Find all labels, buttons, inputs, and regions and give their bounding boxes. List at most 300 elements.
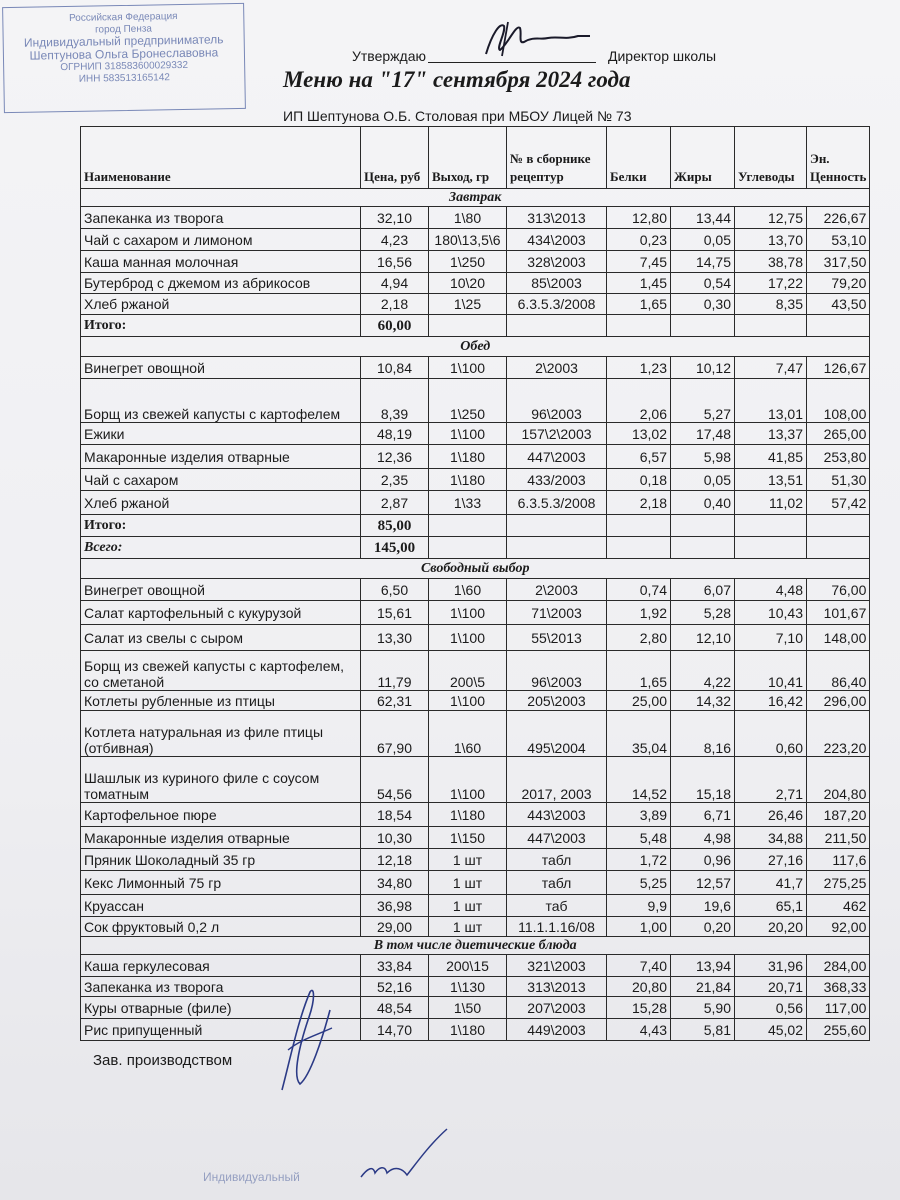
value-cell: 0,56 — [735, 997, 807, 1019]
section-header-row — [81, 559, 870, 579]
total-value: 85,00 — [361, 515, 429, 537]
value-cell: 3,89 — [607, 803, 671, 827]
value-cell: 19,6 — [671, 895, 735, 917]
dish-name-cell: Борщ из свежей капусты с картофелем, со сметаной — [81, 651, 361, 691]
value-cell: 13,30 — [361, 625, 429, 651]
value-cell: 284,00 — [807, 955, 870, 977]
value-cell: 55\2013 — [507, 625, 607, 651]
value-cell: 5,27 — [671, 379, 735, 423]
value-cell: 0,20 — [671, 917, 735, 937]
value-cell: 6,50 — [361, 579, 429, 601]
value-cell: 33,84 — [361, 955, 429, 977]
value-cell: 1\100 — [429, 691, 507, 711]
table-row — [81, 871, 870, 895]
value-cell: 7,10 — [735, 625, 807, 651]
value-cell: 5,81 — [671, 1019, 735, 1041]
value-cell: 328\2003 — [507, 251, 607, 273]
value-cell: 0,05 — [671, 229, 735, 251]
company-stamp — [2, 3, 246, 113]
value-cell: 20,80 — [607, 977, 671, 997]
page-subtitle: ИП Шептунова О.Б. Столовая при МБОУ Лицей № 73 — [283, 108, 632, 124]
value-cell: 15,61 — [361, 601, 429, 625]
table-row — [81, 294, 870, 315]
value-cell: 20,71 — [735, 977, 807, 997]
value-cell: 10,41 — [735, 651, 807, 691]
diet-rows — [81, 955, 870, 1041]
value-cell: 1\25 — [429, 294, 507, 315]
value-cell: 462 — [807, 895, 870, 917]
value-cell: 1\100 — [429, 625, 507, 651]
value-cell: 253,80 — [807, 445, 870, 469]
dish-name-cell: Картофельное пюре — [81, 803, 361, 827]
value-cell: 4,22 — [671, 651, 735, 691]
value-cell: 57,42 — [807, 491, 870, 515]
value-cell: 13,94 — [671, 955, 735, 977]
value-cell: 9,9 — [607, 895, 671, 917]
value-cell: 275,25 — [807, 871, 870, 895]
section-label: Свободный выбор — [81, 559, 870, 579]
value-cell: 321\2003 — [507, 955, 607, 977]
table-row — [81, 379, 870, 423]
value-cell: 2,18 — [361, 294, 429, 315]
stamp-line: ОГРНИП 318583600029332 — [60, 59, 189, 74]
value-cell: 53,10 — [807, 229, 870, 251]
dish-name-cell: Бутерброд с джемом из абрикосов — [81, 273, 361, 294]
total-row — [81, 515, 870, 537]
dish-name-cell: Салат картофельный с кукурузой — [81, 601, 361, 625]
table-row — [81, 827, 870, 849]
value-cell: 85\2003 — [507, 273, 607, 294]
value-cell: 16,56 — [361, 251, 429, 273]
value-cell: 41,7 — [735, 871, 807, 895]
value-cell: 148,00 — [807, 625, 870, 651]
value-cell: 495\2004 — [507, 711, 607, 757]
value-cell: 187,20 — [807, 803, 870, 827]
dish-name-cell: Рис припущенный — [81, 1019, 361, 1041]
section-header-row — [81, 337, 870, 357]
value-cell: 16,42 — [735, 691, 807, 711]
table-row — [81, 229, 870, 251]
dish-name-cell: Куры отварные (филе) — [81, 997, 361, 1019]
value-cell: 12,36 — [361, 445, 429, 469]
value-cell: 1\50 — [429, 997, 507, 1019]
value-cell: 18,54 — [361, 803, 429, 827]
value-cell: 7,47 — [735, 357, 807, 379]
value-cell: 4,94 — [361, 273, 429, 294]
table-row — [81, 1019, 870, 1041]
value-cell: 1\100 — [429, 757, 507, 803]
col-header: Выход, гр — [429, 127, 507, 189]
section-header-row — [81, 189, 870, 207]
section-header-row — [81, 937, 870, 955]
value-cell: 2,06 — [607, 379, 671, 423]
value-cell: 14,52 — [607, 757, 671, 803]
value-cell: 5,98 — [671, 445, 735, 469]
value-cell: 5,90 — [671, 997, 735, 1019]
value-cell: 1\60 — [429, 711, 507, 757]
stamp-line: Шептунова Ольга Бронеславовна — [29, 45, 219, 63]
value-cell: 31,96 — [735, 955, 807, 977]
value-cell: 2,80 — [607, 625, 671, 651]
value-cell: 34,80 — [361, 871, 429, 895]
value-cell: 41,85 — [735, 445, 807, 469]
dish-name-cell: Котлета натуральная из филе птицы (отбивная) — [81, 711, 361, 757]
value-cell: 433/2003 — [507, 469, 607, 491]
value-cell: 34,88 — [735, 827, 807, 849]
dish-name-cell: Ежики — [81, 423, 361, 445]
value-cell: 51,30 — [807, 469, 870, 491]
bottom-signature — [355, 1125, 465, 1195]
value-cell: 1\100 — [429, 423, 507, 445]
col-header: Жиры — [671, 127, 735, 189]
value-cell: 1 шт — [429, 917, 507, 937]
value-cell: 0,74 — [607, 579, 671, 601]
value-cell: 10,84 — [361, 357, 429, 379]
value-cell: 10,12 — [671, 357, 735, 379]
value-cell: 1\180 — [429, 469, 507, 491]
value-cell: 1\250 — [429, 379, 507, 423]
table-row — [81, 651, 870, 691]
total-label: Итого: — [81, 315, 361, 337]
value-cell: 207\2003 — [507, 997, 607, 1019]
value-cell: 20,20 — [735, 917, 807, 937]
dish-name-cell: Шашлык из куриного филе с соусом томатным — [81, 757, 361, 803]
value-cell: 45,02 — [735, 1019, 807, 1041]
value-cell: 96\2003 — [507, 379, 607, 423]
value-cell: 12,10 — [671, 625, 735, 651]
value-cell: 200\15 — [429, 955, 507, 977]
value-cell: 11,02 — [735, 491, 807, 515]
value-cell: 86,40 — [807, 651, 870, 691]
value-cell: 0,23 — [607, 229, 671, 251]
table-row — [81, 251, 870, 273]
value-cell: 79,20 — [807, 273, 870, 294]
value-cell: 226,67 — [807, 207, 870, 229]
value-cell: 7,45 — [607, 251, 671, 273]
value-cell: 443\2003 — [507, 803, 607, 827]
value-cell: 317,50 — [807, 251, 870, 273]
value-cell: 8,35 — [735, 294, 807, 315]
value-cell: 10,43 — [735, 601, 807, 625]
value-cell: 2,71 — [735, 757, 807, 803]
table-row — [81, 207, 870, 229]
value-cell: 62,31 — [361, 691, 429, 711]
value-cell: 1,23 — [607, 357, 671, 379]
col-header: Белки — [607, 127, 671, 189]
value-cell: 0,30 — [671, 294, 735, 315]
value-cell: 7,40 — [607, 955, 671, 977]
dish-name-cell: Каша геркулесовая — [81, 955, 361, 977]
value-cell: 0,60 — [735, 711, 807, 757]
value-cell: 67,90 — [361, 711, 429, 757]
value-cell: 12,75 — [735, 207, 807, 229]
approve-label: Утверждаю — [352, 48, 426, 64]
value-cell: 6.3.5.3/2008 — [507, 491, 607, 515]
total-value: 60,00 — [361, 315, 429, 337]
table-row — [81, 711, 870, 757]
value-cell: табл — [507, 871, 607, 895]
value-cell: 92,00 — [807, 917, 870, 937]
value-cell: 65,1 — [735, 895, 807, 917]
dish-name-cell: Чай с сахаром и лимоном — [81, 229, 361, 251]
value-cell: 26,46 — [735, 803, 807, 827]
value-cell: 11,79 — [361, 651, 429, 691]
breakfast-rows — [81, 207, 870, 315]
value-cell: 4,43 — [607, 1019, 671, 1041]
value-cell: 0,54 — [671, 273, 735, 294]
value-cell: 205\2003 — [507, 691, 607, 711]
value-cell: 200\5 — [429, 651, 507, 691]
bottom-stamp-text: Индивидуальный — [203, 1170, 300, 1184]
value-cell: 6,57 — [607, 445, 671, 469]
table-row — [81, 977, 870, 997]
stamp-line: ИНН 583513165142 — [78, 71, 171, 85]
value-cell: 12,80 — [607, 207, 671, 229]
value-cell: 43,50 — [807, 294, 870, 315]
total-row — [81, 315, 870, 337]
col-header: Эн. Ценность — [807, 127, 870, 189]
dish-name-cell: Салат из свелы с сыром — [81, 625, 361, 651]
value-cell: 12,57 — [671, 871, 735, 895]
value-cell: 1\33 — [429, 491, 507, 515]
value-cell: 126,67 — [807, 357, 870, 379]
value-cell: 76,00 — [807, 579, 870, 601]
value-cell: 6.3.5.3/2008 — [507, 294, 607, 315]
value-cell: 1\250 — [429, 251, 507, 273]
dish-name-cell: Хлеб ржаной — [81, 491, 361, 515]
value-cell: 36,98 — [361, 895, 429, 917]
value-cell: 1\100 — [429, 357, 507, 379]
value-cell: 255,60 — [807, 1019, 870, 1041]
stamp-line: Российская Федерация — [68, 11, 178, 24]
value-cell: 29,00 — [361, 917, 429, 937]
table-row — [81, 469, 870, 491]
table-row — [81, 625, 870, 651]
value-cell: 296,00 — [807, 691, 870, 711]
value-cell: 447\2003 — [507, 827, 607, 849]
table-row — [81, 691, 870, 711]
free-choice-rows — [81, 579, 870, 937]
value-cell: 1\180 — [429, 803, 507, 827]
section-label: Завтрак — [81, 189, 870, 207]
dish-name-cell: Винегрет овощной — [81, 579, 361, 601]
value-cell: 157\2\2003 — [507, 423, 607, 445]
value-cell: 13,51 — [735, 469, 807, 491]
dish-name-cell: Пряник Шоколадный 35 гр — [81, 849, 361, 871]
value-cell: 447\2003 — [507, 445, 607, 469]
value-cell: 1\130 — [429, 977, 507, 997]
value-cell: 2,87 — [361, 491, 429, 515]
value-cell: 1 шт — [429, 871, 507, 895]
value-cell: 1\180 — [429, 445, 507, 469]
value-cell: 0,18 — [607, 469, 671, 491]
value-cell: 313\2013 — [507, 977, 607, 997]
value-cell: 14,70 — [361, 1019, 429, 1041]
col-header: № в сборнике рецептур — [507, 127, 607, 189]
table-row — [81, 895, 870, 917]
manager-signature — [270, 980, 350, 1100]
value-cell: 1\180 — [429, 1019, 507, 1041]
value-cell: 52,16 — [361, 977, 429, 997]
value-cell: 13,02 — [607, 423, 671, 445]
value-cell: 4,48 — [735, 579, 807, 601]
value-cell: 2\2003 — [507, 579, 607, 601]
value-cell: 1,92 — [607, 601, 671, 625]
col-header: Цена, руб — [361, 127, 429, 189]
value-cell: 2017, 2003 — [507, 757, 607, 803]
value-cell: 21,84 — [671, 977, 735, 997]
breakfast-section — [81, 189, 870, 207]
dish-name-cell: Макаронные изделия отварные — [81, 445, 361, 469]
value-cell: 1\150 — [429, 827, 507, 849]
value-cell: 1,65 — [607, 651, 671, 691]
value-cell: 14,75 — [671, 251, 735, 273]
table-row — [81, 491, 870, 515]
value-cell: 108,00 — [807, 379, 870, 423]
value-cell: 5,48 — [607, 827, 671, 849]
value-cell: 54,56 — [361, 757, 429, 803]
dish-name-cell: Котлеты рубленные из птицы — [81, 691, 361, 711]
value-cell: 368,33 — [807, 977, 870, 997]
value-cell: 0,40 — [671, 491, 735, 515]
value-cell: 8,16 — [671, 711, 735, 757]
table-row — [81, 445, 870, 469]
value-cell: 313\2013 — [507, 207, 607, 229]
value-cell: 265,00 — [807, 423, 870, 445]
col-header: Углеводы — [735, 127, 807, 189]
value-cell: 117,6 — [807, 849, 870, 871]
dish-name-cell: Запеканка из творога — [81, 977, 361, 997]
value-cell: 14,32 — [671, 691, 735, 711]
value-cell: 1\80 — [429, 207, 507, 229]
value-cell: 434\2003 — [507, 229, 607, 251]
value-cell: табл — [507, 849, 607, 871]
value-cell: 6,07 — [671, 579, 735, 601]
value-cell: 1 шт — [429, 895, 507, 917]
dish-name-cell: Кекс Лимонный 75 гр — [81, 871, 361, 895]
table-row — [81, 955, 870, 977]
value-cell: 5,25 — [607, 871, 671, 895]
value-cell: 223,20 — [807, 711, 870, 757]
value-cell: 1\60 — [429, 579, 507, 601]
value-cell: 15,28 — [607, 997, 671, 1019]
col-header: Наименование — [81, 127, 361, 189]
value-cell: 13,44 — [671, 207, 735, 229]
value-cell: 2,18 — [607, 491, 671, 515]
table-row — [81, 423, 870, 445]
page-title: Меню на "17" сентября 2024 года — [283, 67, 631, 92]
grand-total-row — [81, 537, 870, 559]
stamp-line: город Пенза — [94, 23, 153, 36]
table-row — [81, 579, 870, 601]
value-cell: 0,05 — [671, 469, 735, 491]
section-label: Обед — [81, 337, 870, 357]
value-cell: 1\100 — [429, 601, 507, 625]
value-cell: 211,50 — [807, 827, 870, 849]
value-cell: 17,48 — [671, 423, 735, 445]
value-cell: 13,70 — [735, 229, 807, 251]
value-cell: 48,54 — [361, 997, 429, 1019]
value-cell: 5,28 — [671, 601, 735, 625]
table-row — [81, 601, 870, 625]
dish-name-cell: Борщ из свежей капусты с картофелем — [81, 379, 361, 423]
value-cell: 2,35 — [361, 469, 429, 491]
value-cell: 96\2003 — [507, 651, 607, 691]
value-cell: 180\13,5\6 — [429, 229, 507, 251]
value-cell: 0,96 — [671, 849, 735, 871]
dish-name-cell: Запеканка из творога — [81, 207, 361, 229]
value-cell: 2\2003 — [507, 357, 607, 379]
dish-name-cell: Хлеб ржаной — [81, 294, 361, 315]
dish-name-cell: Круассан — [81, 895, 361, 917]
grand-total-value: 145,00 — [361, 537, 429, 559]
value-cell: 13,01 — [735, 379, 807, 423]
dish-name-cell: Чай с сахаром — [81, 469, 361, 491]
stamp-line: Индивидуальный предприниматель — [23, 32, 224, 50]
table-row — [81, 273, 870, 294]
value-cell: 8,39 — [361, 379, 429, 423]
table-row — [81, 357, 870, 379]
section-label: В том числе диетические блюда — [81, 937, 870, 955]
value-cell: 48,19 — [361, 423, 429, 445]
value-cell: 32,10 — [361, 207, 429, 229]
value-cell: 4,23 — [361, 229, 429, 251]
value-cell: 71\2003 — [507, 601, 607, 625]
table-header-row — [81, 127, 870, 189]
dish-name-cell: Сок фруктовый 0,2 л — [81, 917, 361, 937]
value-cell: 10\20 — [429, 273, 507, 294]
table-row — [81, 849, 870, 871]
value-cell: 11.1.1.16/08 — [507, 917, 607, 937]
value-cell: 1,00 — [607, 917, 671, 937]
dish-name-cell: Макаронные изделия отварные — [81, 827, 361, 849]
value-cell: 17,22 — [735, 273, 807, 294]
value-cell: 449\2003 — [507, 1019, 607, 1041]
value-cell: 1 шт — [429, 849, 507, 871]
lunch-rows — [81, 357, 870, 515]
table-row — [81, 757, 870, 803]
value-cell: таб — [507, 895, 607, 917]
director-signature — [478, 14, 598, 64]
grand-total-label: Всего: — [81, 537, 361, 559]
value-cell: 35,04 — [607, 711, 671, 757]
value-cell: 101,67 — [807, 601, 870, 625]
table-row — [81, 917, 870, 937]
value-cell: 117,00 — [807, 997, 870, 1019]
value-cell: 15,18 — [671, 757, 735, 803]
dish-name-cell: Каша манная молочная — [81, 251, 361, 273]
value-cell: 1,65 — [607, 294, 671, 315]
production-manager-label: Зав. производством — [93, 1052, 233, 1069]
table-row — [81, 997, 870, 1019]
table-row — [81, 803, 870, 827]
value-cell: 10,30 — [361, 827, 429, 849]
value-cell: 13,37 — [735, 423, 807, 445]
value-cell: 6,71 — [671, 803, 735, 827]
value-cell: 25,00 — [607, 691, 671, 711]
dish-name-cell: Винегрет овощной — [81, 357, 361, 379]
value-cell: 1,72 — [607, 849, 671, 871]
value-cell: 38,78 — [735, 251, 807, 273]
value-cell: 4,98 — [671, 827, 735, 849]
value-cell: 1,45 — [607, 273, 671, 294]
menu-table — [80, 126, 870, 1041]
total-label: Итого: — [81, 515, 361, 537]
value-cell: 12,18 — [361, 849, 429, 871]
director-label: Директор школы — [608, 48, 717, 64]
value-cell: 204,80 — [807, 757, 870, 803]
value-cell: 27,16 — [735, 849, 807, 871]
